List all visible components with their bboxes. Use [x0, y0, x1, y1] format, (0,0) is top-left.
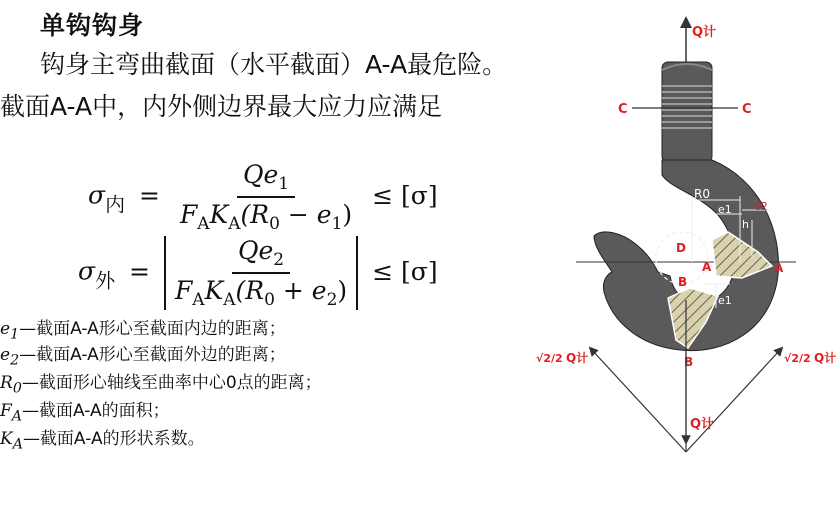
intro-paragraph — [0, 44, 530, 128]
equals-sign: = — [139, 180, 160, 210]
relation: ≤ [σ] — [372, 256, 438, 286]
label-b-top: B — [678, 275, 688, 289]
definition-e1: $e_1—$截面A-A形心至截面内边的距离； — [0, 319, 286, 343]
right-load-coef: √2/2 — [784, 352, 811, 365]
label-h: h — [742, 218, 749, 231]
label-a-inner: A — [702, 260, 712, 274]
numerator: $Qe_2$ — [232, 236, 290, 274]
right-load-arrow — [686, 350, 780, 452]
hook-shank — [662, 62, 712, 162]
definition-fa: $F_A—$截面A-A的面积； — [0, 401, 170, 425]
definition-ka: $K_A—$截面A-A的形状系数。 — [0, 429, 205, 453]
absolute-value — [164, 236, 358, 310]
fraction — [169, 236, 353, 310]
label-e2: e2 — [754, 200, 768, 213]
denominator: $F_AK_A(R_0 - e_1)$ — [179, 200, 353, 234]
intro-text: 钩身主弯曲截面（水平截面）A-A最危险。截面A-A中，内外侧边界最大应力应满足 — [0, 50, 508, 121]
relation: ≤ [σ] — [372, 180, 438, 210]
top-load-label: Q计 — [692, 25, 717, 40]
sigma-symbol: σ — [78, 256, 96, 286]
label-b-bottom: B — [684, 355, 694, 369]
label-e1-top: e1 — [718, 203, 732, 216]
label-e1-side: e1 — [718, 294, 732, 307]
right-load-label: Q计 — [814, 351, 837, 365]
section-heading: 单钩钩身 — [40, 11, 145, 40]
section-c-right-label: C — [742, 102, 752, 117]
left-load-coef: √2/2 — [536, 352, 563, 365]
sigma-symbol: σ — [88, 180, 106, 210]
section-c-left-label: C — [618, 102, 628, 117]
bottom-load-label: Q计 — [690, 417, 715, 432]
sigma-subscript: 内 — [105, 192, 126, 217]
left-load-label: Q计 — [566, 351, 589, 365]
label-r0: R0 — [694, 187, 710, 201]
sigma-subscript: 外 — [95, 268, 116, 293]
formula-outer-stress — [78, 236, 438, 310]
left-load-arrow — [592, 350, 686, 452]
fraction — [174, 160, 358, 234]
equals-sign: = — [129, 256, 150, 286]
formula-inner-stress — [88, 160, 438, 234]
label-d: D — [676, 241, 686, 255]
hook-diagram — [520, 0, 839, 509]
denominator: $F_AK_A(R_0 + e_2)$ — [174, 276, 348, 310]
label-a-outer: A — [774, 261, 784, 275]
definition-r0: $R_0—$截面形心轴线至曲率中心0点的距离； — [0, 373, 322, 397]
numerator: $Qe_1$ — [237, 160, 295, 198]
definition-e2: $e_2—$截面A-A形心至截面外边的距离； — [0, 345, 286, 369]
